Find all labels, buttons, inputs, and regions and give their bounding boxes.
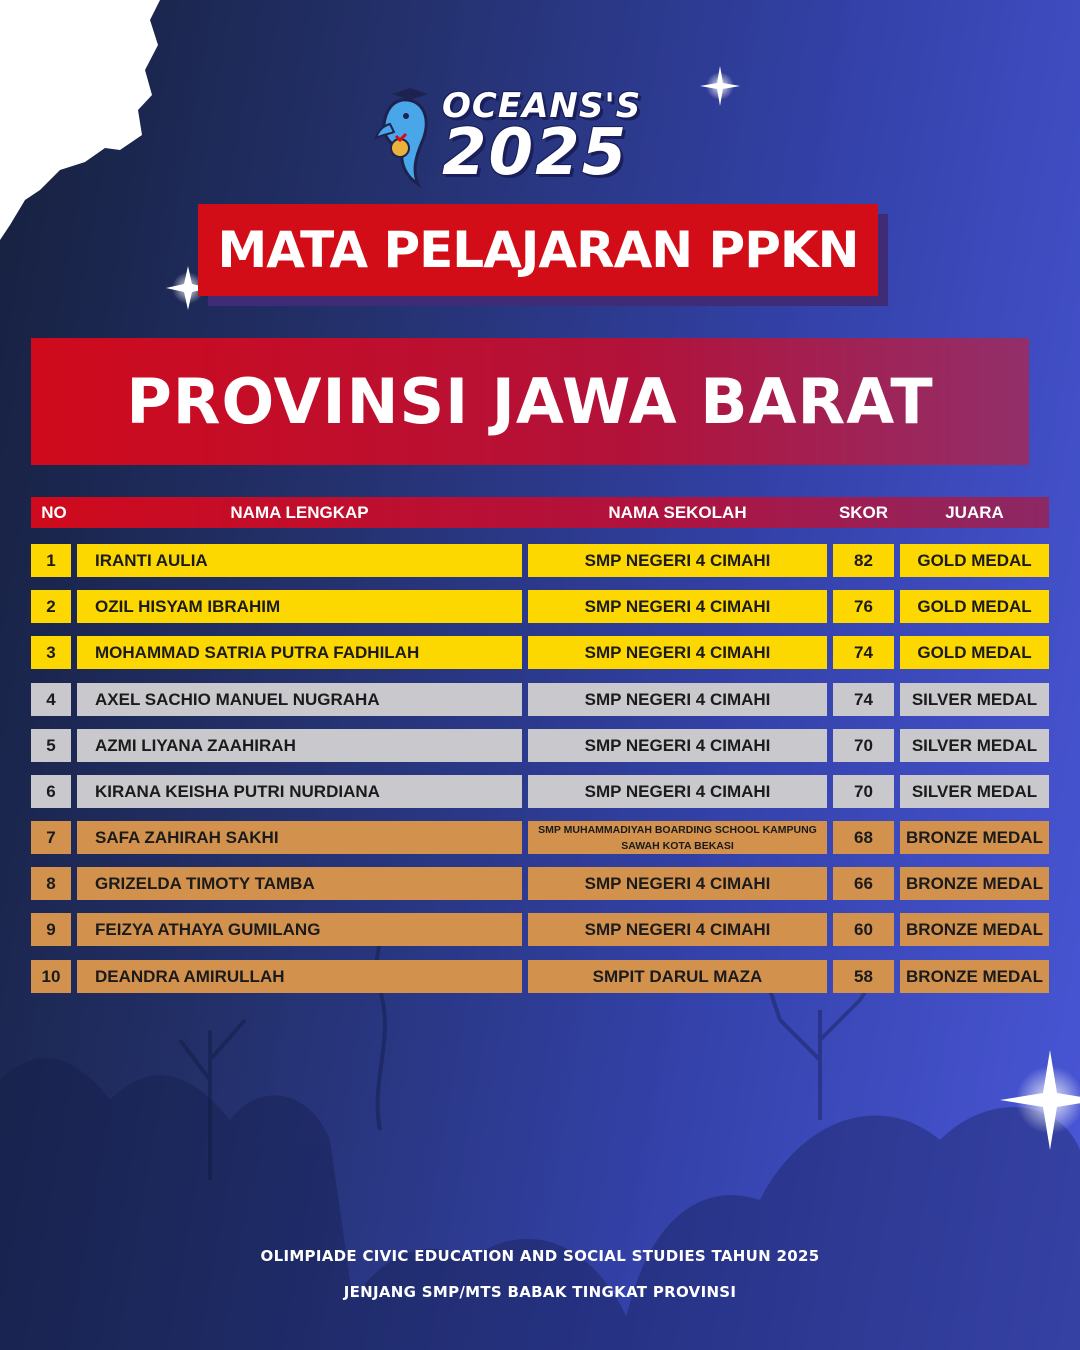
row-award: SILVER MEDAL xyxy=(900,683,1049,716)
row-score: 68 xyxy=(833,821,894,854)
footer-event-name: OLIMPIADE CIVIC EDUCATION AND SOCIAL STUDIES TAHUN 2025 xyxy=(260,1247,820,1265)
row-score: 74 xyxy=(833,683,894,716)
province-banner xyxy=(31,338,1029,465)
row-name: KIRANA KEISHA PUTRI NURDIANA xyxy=(77,775,522,808)
row-no: 6 xyxy=(31,775,71,808)
header-name: NAMA LENGKAP xyxy=(230,503,369,522)
logo-year: 2025 xyxy=(442,116,629,190)
table-row xyxy=(31,590,1049,623)
footer-round-info: JENJANG SMP/MTS BABAK TINGKAT PROVINSI xyxy=(343,1283,737,1301)
row-score: 70 xyxy=(833,729,894,762)
row-score: 60 xyxy=(833,913,894,946)
row-name: AXEL SACHIO MANUEL NUGRAHA xyxy=(77,683,522,716)
torn-paper-edge xyxy=(0,0,160,240)
dolphin-mascot-icon xyxy=(372,80,436,190)
header-score: SKOR xyxy=(838,503,889,522)
subject-banner xyxy=(198,204,878,296)
row-school: SMP NEGERI 4 CIMAHI xyxy=(528,775,827,808)
subject-title: MATA PELAJARAN PPKN xyxy=(217,221,859,279)
row-no: 10 xyxy=(31,960,71,993)
row-score: 66 xyxy=(833,867,894,900)
row-no: 4 xyxy=(31,683,71,716)
logo-title: OCEANS'S xyxy=(442,86,642,126)
row-name: IRANTI AULIA xyxy=(77,544,522,577)
row-no: 7 xyxy=(31,821,71,854)
table-row xyxy=(31,960,1049,993)
row-score: 58 xyxy=(833,960,894,993)
row-no: 5 xyxy=(31,729,71,762)
row-school: SMP NEGERI 4 CIMAHI xyxy=(528,590,827,623)
row-award: BRONZE MEDAL xyxy=(900,913,1049,946)
row-no: 3 xyxy=(31,636,71,669)
table-row xyxy=(31,821,1049,854)
row-name: FEIZYA ATHAYA GUMILANG xyxy=(77,913,522,946)
event-logo xyxy=(372,80,732,190)
province-title: PROVINSI JAWA BARAT xyxy=(126,365,934,438)
row-award: BRONZE MEDAL xyxy=(900,960,1049,993)
row-name: DEANDRA AMIRULLAH xyxy=(77,960,522,993)
row-award: GOLD MEDAL xyxy=(900,636,1049,669)
row-award: BRONZE MEDAL xyxy=(900,867,1049,900)
row-name: SAFA ZAHIRAH SAKHI xyxy=(77,821,522,854)
header-school: NAMA SEKOLAH xyxy=(608,503,747,522)
row-score: 70 xyxy=(833,775,894,808)
row-school: SMP NEGERI 4 CIMAHI xyxy=(528,867,827,900)
row-no: 2 xyxy=(31,590,71,623)
row-score: 76 xyxy=(833,590,894,623)
row-school: SMP NEGERI 4 CIMAHI xyxy=(528,683,827,716)
row-no: 1 xyxy=(31,544,71,577)
row-school: SMP NEGERI 4 CIMAHI xyxy=(528,544,827,577)
row-name: GRIZELDA TIMOTY TAMBA xyxy=(77,867,522,900)
row-school: SMP NEGERI 4 CIMAHI xyxy=(528,636,827,669)
table-row xyxy=(31,775,1049,808)
reef-silhouettes xyxy=(0,1058,1080,1350)
table-row xyxy=(31,544,1049,577)
row-award: BRONZE MEDAL xyxy=(900,821,1049,854)
table-row xyxy=(31,683,1049,716)
row-award: SILVER MEDAL xyxy=(900,729,1049,762)
row-award: GOLD MEDAL xyxy=(900,590,1049,623)
row-name: AZMI LIYANA ZAAHIRAH xyxy=(77,729,522,762)
row-name: MOHAMMAD SATRIA PUTRA FADHILAH xyxy=(77,636,522,669)
row-score: 82 xyxy=(833,544,894,577)
row-award: GOLD MEDAL xyxy=(900,544,1049,577)
header-no: NO xyxy=(41,503,67,522)
header-award: JUARA xyxy=(945,503,1004,522)
table-row xyxy=(31,636,1049,669)
row-no: 8 xyxy=(31,867,71,900)
row-school: SMPIT DARUL MAZA xyxy=(528,960,827,993)
table-row xyxy=(31,867,1049,900)
results-table-header xyxy=(31,497,1049,528)
row-no: 9 xyxy=(31,913,71,946)
row-school: SMP NEGERI 4 CIMAHI xyxy=(528,913,827,946)
row-score: 74 xyxy=(833,636,894,669)
row-school: SMP NEGERI 4 CIMAHI xyxy=(528,729,827,762)
table-row xyxy=(31,913,1049,946)
row-school: SMP MUHAMMADIYAH BOARDING SCHOOL KAMPUNG SAWAH KOTA BEKASI xyxy=(528,821,827,854)
row-award: SILVER MEDAL xyxy=(900,775,1049,808)
row-name: OZIL HISYAM IBRAHIM xyxy=(77,590,522,623)
table-row xyxy=(31,729,1049,762)
